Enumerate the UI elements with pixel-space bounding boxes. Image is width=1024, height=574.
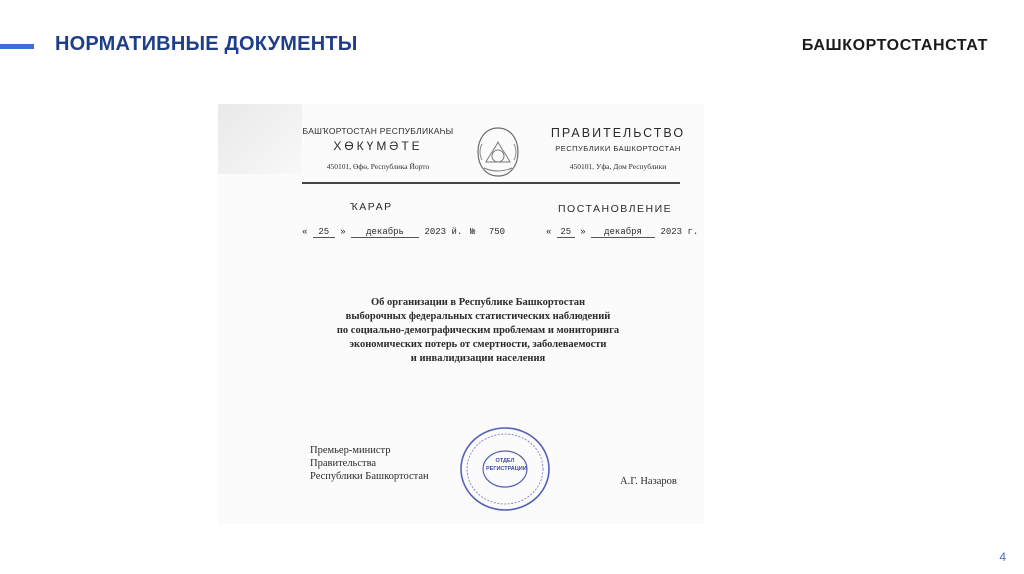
header-left-address: 450101, Өфө, Республика Йорто: [326, 162, 430, 171]
header-right-address: 450101, Уфа, Дом Республики: [569, 162, 667, 171]
subject-line: выборочных федеральных статистических наблюдений: [345, 311, 611, 322]
signer-title-line: Премьер-министр: [310, 445, 391, 456]
scan-shadow: [218, 104, 302, 174]
number-sign: №: [470, 227, 476, 237]
stamp-text: [486, 457, 527, 473]
brand-name: БАШКОРТОСТАНСТАТ: [801, 37, 988, 54]
signer-name: А.Г. Назаров: [620, 476, 677, 487]
date-right-year: 2023 г.: [660, 227, 699, 237]
header-russian: [538, 126, 698, 171]
signer-title: [310, 444, 429, 483]
stamp-line2: РЕГИСТРАЦИИ: [486, 466, 527, 472]
coat-of-arms-icon: [472, 124, 524, 180]
subject-line: экономических потерь от смертности, заболеваемости: [349, 339, 607, 350]
document-kind-russian: ПОСТАНОВЛЕНИЕ: [558, 203, 673, 215]
header-right-line2: РЕСПУБЛИКИ БАШКОРТОСТАН: [555, 144, 681, 153]
document-subject: [298, 296, 658, 366]
document-kind-bashkir: ҠАРАР: [350, 201, 393, 213]
date-right-day: 25: [557, 227, 575, 238]
signer-title-line: Правительства: [310, 458, 377, 469]
date-right-close-quote: »: [580, 227, 586, 237]
signer-title-line: Республики Башкортостан: [310, 471, 429, 482]
header-bashkir: [298, 126, 458, 171]
scanned-document: [218, 104, 704, 524]
date-right-month: декабря: [591, 227, 655, 238]
header-left-line1: БАШҠОРТОСТАН РЕСПУБЛИКАҺЫ: [302, 126, 454, 136]
header-rule: [302, 182, 680, 184]
number-value: 750: [488, 227, 506, 237]
slide-title: НОРМАТИВНЫЕ ДОКУМЕНТЫ: [55, 33, 358, 55]
date-bashkir: [302, 227, 462, 238]
date-left-year: 2023 й.: [424, 227, 463, 237]
date-left-day: 25: [313, 227, 335, 238]
header-right-line1: ПРАВИТЕЛЬСТВО: [550, 126, 686, 140]
accent-bar: [0, 44, 34, 49]
subject-line: Об организации в Республике Башкортостан: [370, 297, 586, 308]
subject-line: по социально-демографическим проблемам и мониторинга: [336, 325, 620, 336]
header-left-line2: ХӨКҮМӘТЕ: [333, 139, 423, 153]
subject-line: и инвалидизации населения: [410, 353, 546, 364]
stamp-line1: ОТДЕЛ: [495, 458, 515, 464]
page-number: 4: [999, 550, 1006, 564]
date-russian: [546, 227, 698, 238]
date-left-open-quote: «: [302, 227, 308, 237]
date-left-month: декабрь: [351, 227, 419, 238]
date-right-open-quote: «: [546, 227, 552, 237]
document-number: [470, 227, 505, 237]
date-left-close-quote: »: [340, 227, 346, 237]
